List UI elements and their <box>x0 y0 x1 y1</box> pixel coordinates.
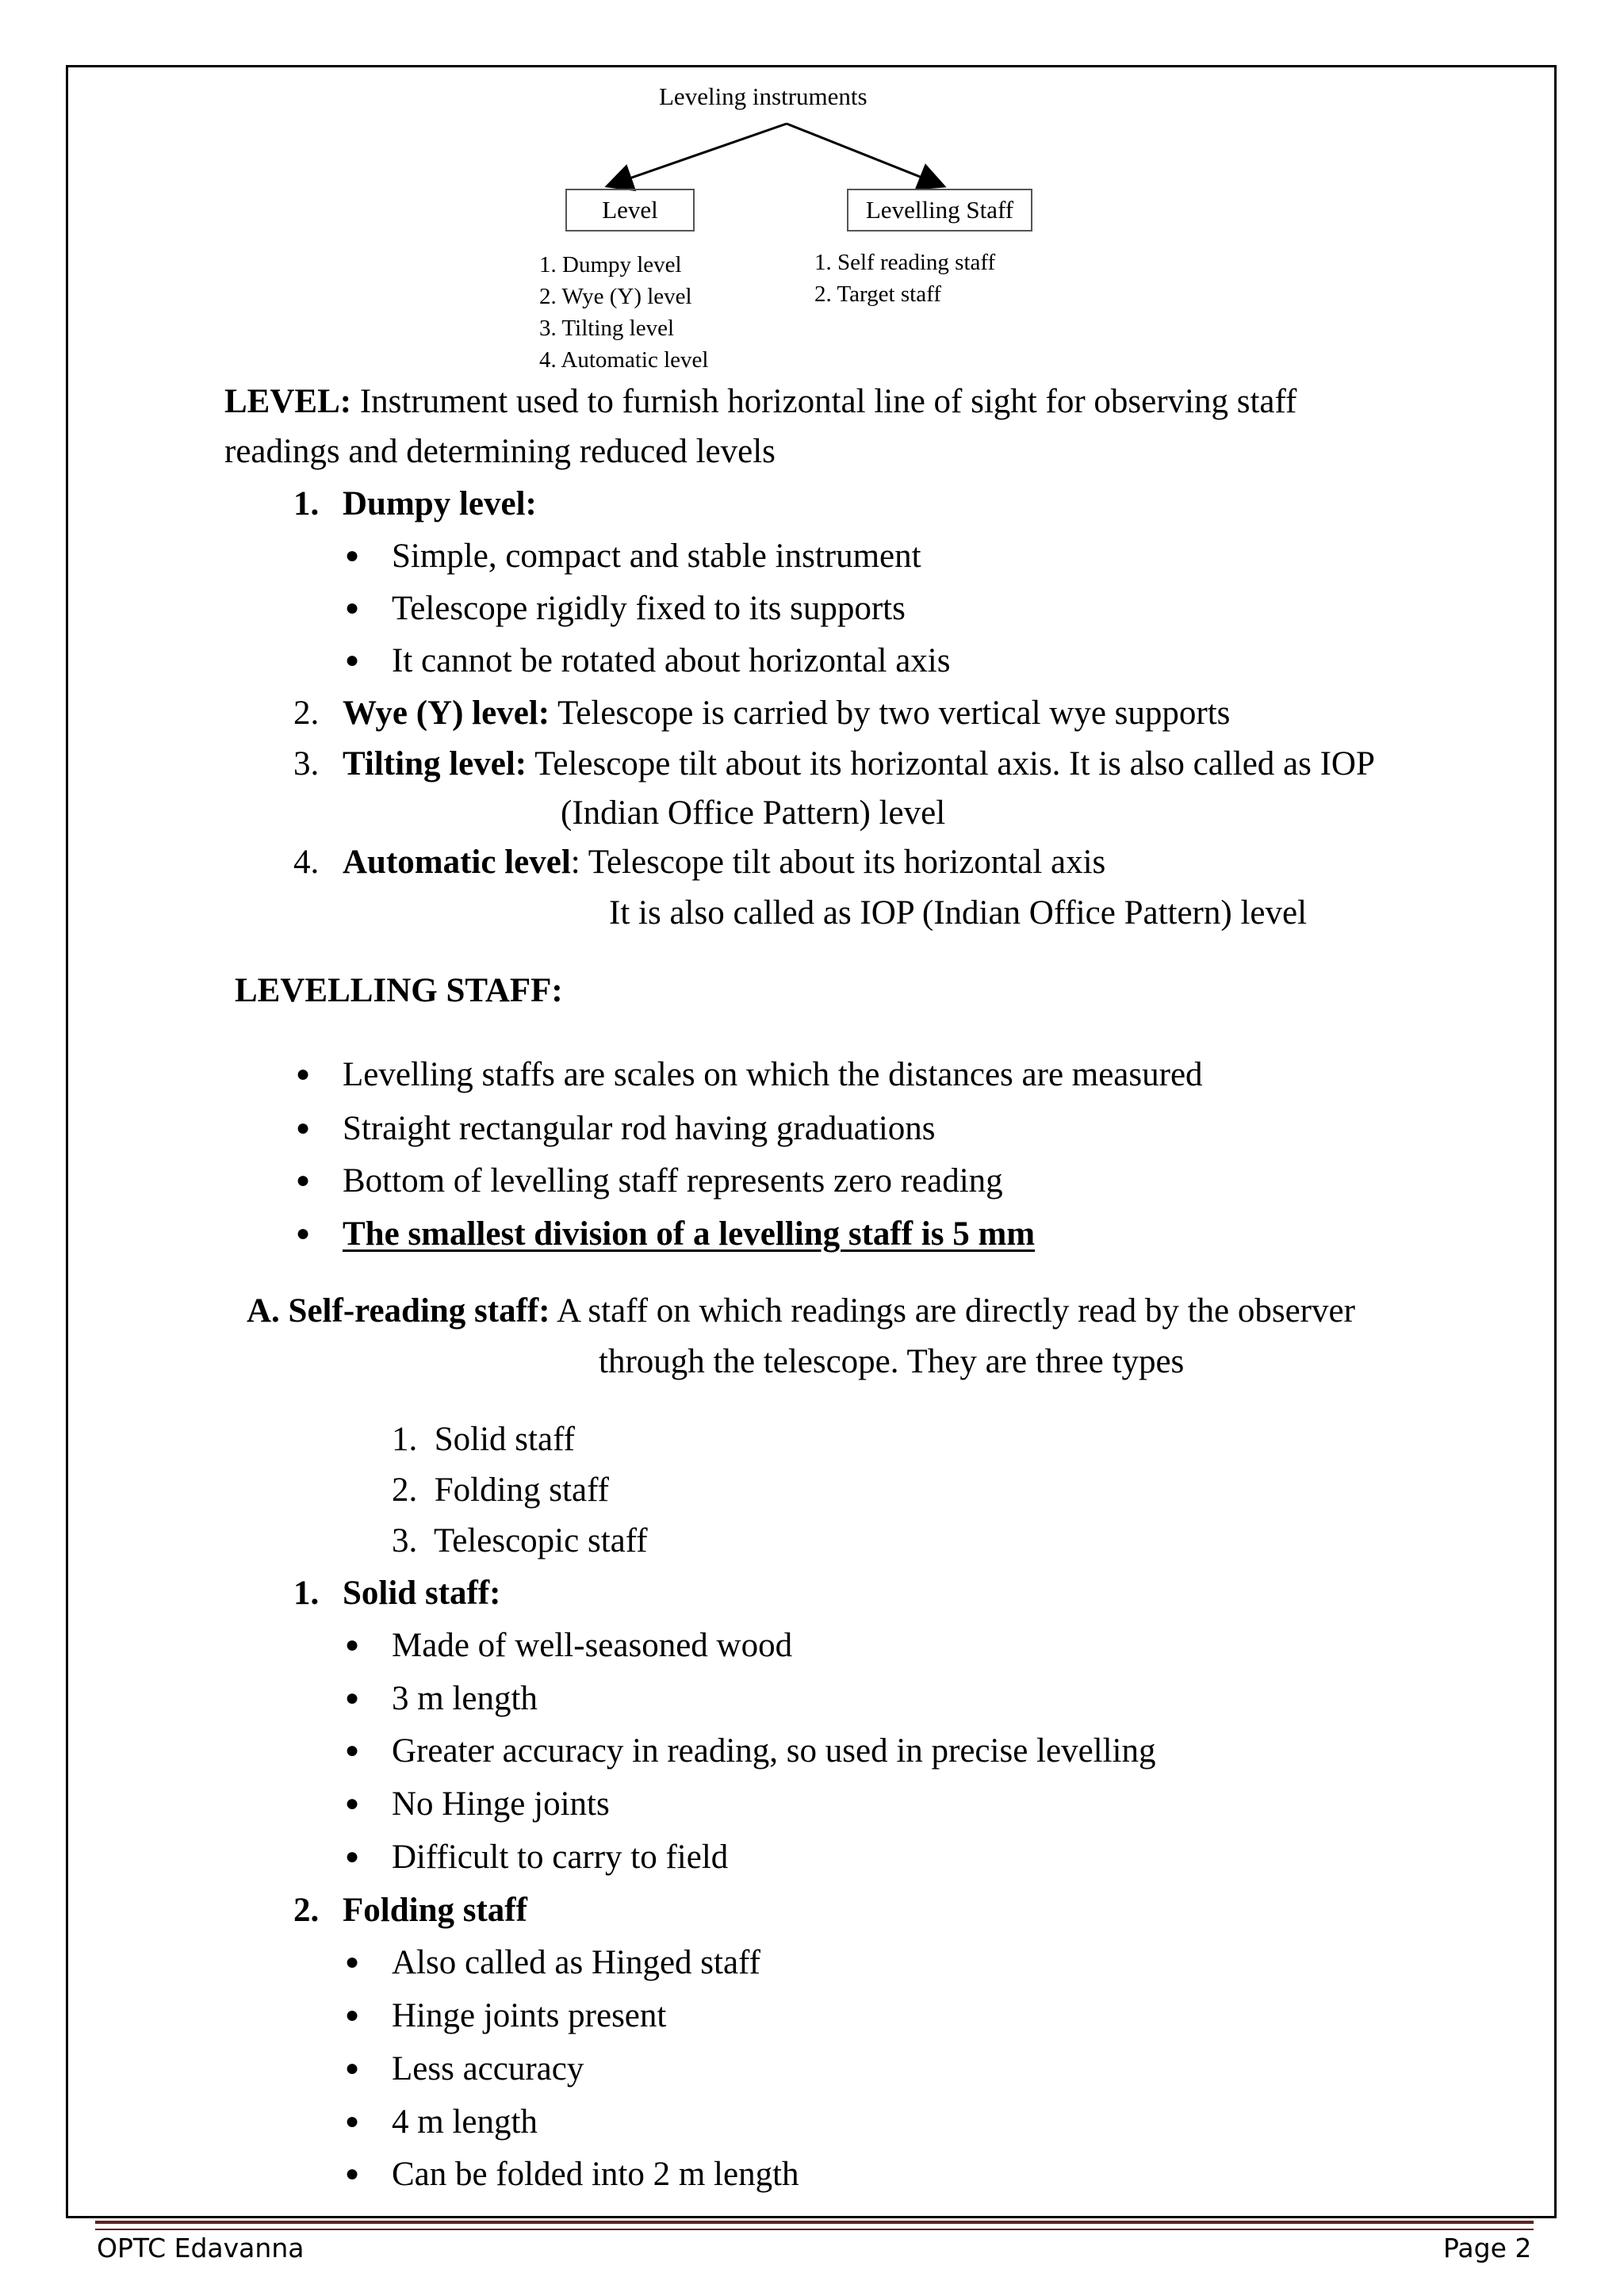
level-box-label: Level <box>602 196 658 224</box>
level-heading: LEVEL: <box>224 383 352 420</box>
list-item: Levelling staffs are scales on which the distances are measured <box>343 1056 1203 1093</box>
list-item: 1. Solid staff <box>392 1421 575 1458</box>
bullet-icon: ● <box>345 1737 360 1763</box>
staff-box <box>847 189 1032 232</box>
bullet-icon: ● <box>296 1167 311 1193</box>
smallest-division-text: The smallest division of a levelling staff is 5 mm <box>343 1215 1036 1253</box>
smallest-division-note <box>343 1217 1035 1251</box>
tilting-text-line2: (Indian Office Pattern) level <box>561 794 946 832</box>
list-item: 3. Tilting level <box>539 316 675 341</box>
folding-number: 2. <box>293 1892 320 1929</box>
self-reading-text-line2: through the telescope. They are three types <box>599 1343 1185 1380</box>
list-item: Bottom of levelling staff represents zero reading <box>343 1162 1003 1200</box>
list-item: 4. Automatic level <box>539 347 709 373</box>
list-item: 3. Telescopic staff <box>392 1522 648 1559</box>
bullet-icon: ● <box>345 647 360 673</box>
dumpy-title: Dumpy level: <box>343 485 537 522</box>
list-item: 2. Target staff <box>814 281 941 307</box>
list-item: 2. Wye (Y) level <box>539 284 692 309</box>
bullet-icon: ● <box>345 542 360 568</box>
tilting-title: Tilting level: <box>343 745 527 783</box>
folding-title: Folding staff <box>343 1892 527 1929</box>
diagram-root-label: Leveling instruments <box>659 82 868 110</box>
staff-box-label: Levelling Staff <box>865 196 1014 224</box>
bullet-icon: ● <box>345 1790 360 1816</box>
staff-types-list <box>814 247 995 310</box>
dumpy-number: 1. <box>293 485 320 522</box>
list-item: Can be folded into 2 m length <box>392 2156 799 2193</box>
wye-text: Telescope is carried by two vertical wye supports <box>550 695 1231 732</box>
bullet-icon: ● <box>345 595 360 621</box>
automatic-title: Automatic level <box>343 844 571 881</box>
automatic-line <box>343 845 1105 879</box>
bullet-icon: ● <box>345 1685 360 1711</box>
list-item: Telescope rigidly fixed to its supports <box>392 590 906 627</box>
list-item: 1. Self reading staff <box>814 250 996 275</box>
diagram-arrows <box>555 117 999 193</box>
bullet-icon: ● <box>296 1061 311 1087</box>
list-item: Less accuracy <box>392 2050 584 2087</box>
list-item: Made of well-seasoned wood <box>392 1627 793 1664</box>
tilting-number: 3. <box>293 745 320 783</box>
level-definition-text: Instrument used to furnish horizontal line of sight for observing staff <box>351 383 1297 420</box>
list-item: Greater accuracy in reading, so used in precise levelling <box>392 1732 1156 1770</box>
list-item: 2. Folding staff <box>392 1471 609 1509</box>
level-definition-line1 <box>224 385 1297 419</box>
bullet-icon: ● <box>296 1115 311 1141</box>
list-item: Hinge joints present <box>392 1997 667 2034</box>
bullet-icon: ● <box>345 1843 360 1869</box>
footer-rule <box>95 2221 1534 2224</box>
bullet-icon: ● <box>345 2108 360 2134</box>
wye-number: 2. <box>293 695 320 732</box>
automatic-text-line2: It is also called as IOP (Indian Office Pattern) level <box>609 894 1308 932</box>
level-definition-line2: readings and determining reduced levels <box>224 433 776 470</box>
self-reading-text: A staff on which readings are directly read by the observer <box>550 1292 1355 1330</box>
level-types-list <box>539 249 708 376</box>
tilting-text: Telescope tilt about its horizontal axis. It is also called as IOP <box>527 745 1375 783</box>
wye-title: Wye (Y) level: <box>343 695 550 732</box>
list-item: Simple, compact and stable instrument <box>392 538 921 575</box>
footer-page-number: Page 2 <box>1443 2233 1532 2263</box>
bullet-icon: ● <box>345 2055 360 2081</box>
levelling-staff-heading: LEVELLING STAFF: <box>235 972 563 1009</box>
self-reading-line <box>247 1294 1355 1328</box>
wye-line <box>343 696 1230 730</box>
bullet-icon: ● <box>345 1632 360 1658</box>
bullet-icon: ● <box>345 2160 360 2187</box>
list-item: No Hinge joints <box>392 1785 610 1823</box>
solid-title: Solid staff: <box>343 1575 501 1612</box>
list-item: Also called as Hinged staff <box>392 1944 760 1981</box>
automatic-number: 4. <box>293 844 320 881</box>
bullet-icon: ● <box>345 2002 360 2028</box>
tilting-line <box>343 747 1375 781</box>
list-item: 3 m length <box>392 1680 538 1717</box>
self-reading-title: A. Self-reading staff: <box>247 1292 550 1330</box>
list-item: Difficult to carry to field <box>392 1839 729 1876</box>
bullet-icon: ● <box>345 1949 360 1975</box>
automatic-text: : Telescope tilt about its horizontal axis <box>570 844 1106 881</box>
footer-institution: OPTC Edavanna <box>97 2233 304 2263</box>
level-box <box>565 189 695 232</box>
list-item: 4 m length <box>392 2103 538 2141</box>
bullet-icon: ● <box>296 1220 311 1246</box>
footer-rule-thin <box>95 2229 1534 2230</box>
list-item: 1. Dumpy level <box>539 252 682 277</box>
list-item: It cannot be rotated about horizontal axis <box>392 642 951 679</box>
solid-number: 1. <box>293 1575 320 1612</box>
list-item: Straight rectangular rod having graduations <box>343 1110 936 1147</box>
